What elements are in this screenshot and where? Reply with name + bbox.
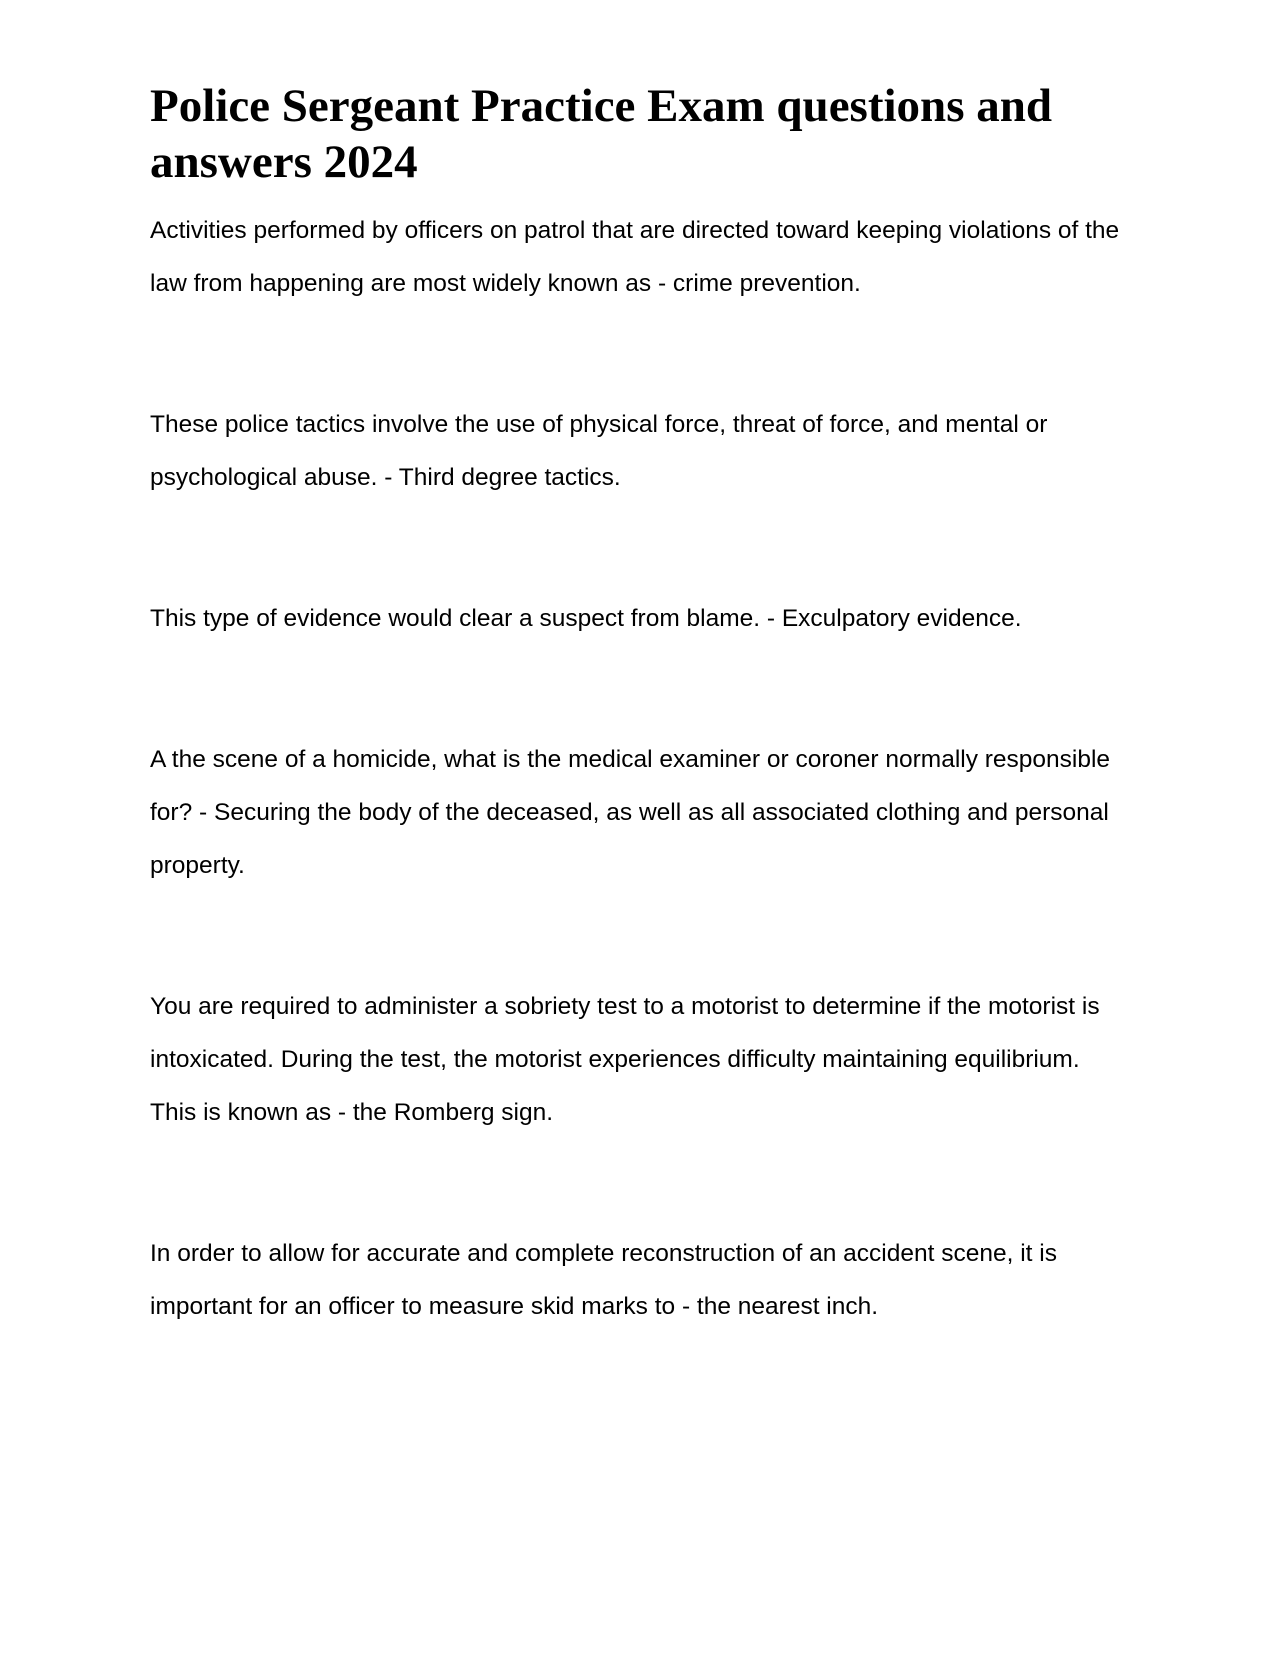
qa-item-1: Activities performed by officers on patrol that are directed toward keeping violations of the law from happening are most widely known as - crime prevention.: [150, 217, 1120, 297]
qa-item-3: This type of evidence would clear a suspect from blame. - Exculpatory evidence.: [150, 605, 1022, 632]
qa-list: [150, 204, 1130, 1333]
qa-item-5: You are required to administer a sobriety test to a motorist to determine if the motorist is intoxicated. During the test, the motorist experiences difficulty maintaining equilibrium. This is known as - the Romberg sign.: [150, 993, 1100, 1126]
qa-item-2: These police tactics involve the use of physical force, threat of force, and mental or psychological abuse. - Third degree tactics.: [150, 411, 1048, 491]
document-body: [150, 78, 1130, 1333]
document-title: Police Sergeant Practice Exam questions and answers 2024: [150, 80, 1053, 188]
qa-item-6: In order to allow for accurate and complete reconstruction of an accident scene, it is important for an officer to measure skid marks to - the nearest inch.: [150, 1240, 1057, 1320]
qa-item-4: A the scene of a homicide, what is the medical examiner or coroner normally responsible for? - Securing the body of the deceased, as well as all associated clothing and personal property.: [150, 746, 1111, 879]
